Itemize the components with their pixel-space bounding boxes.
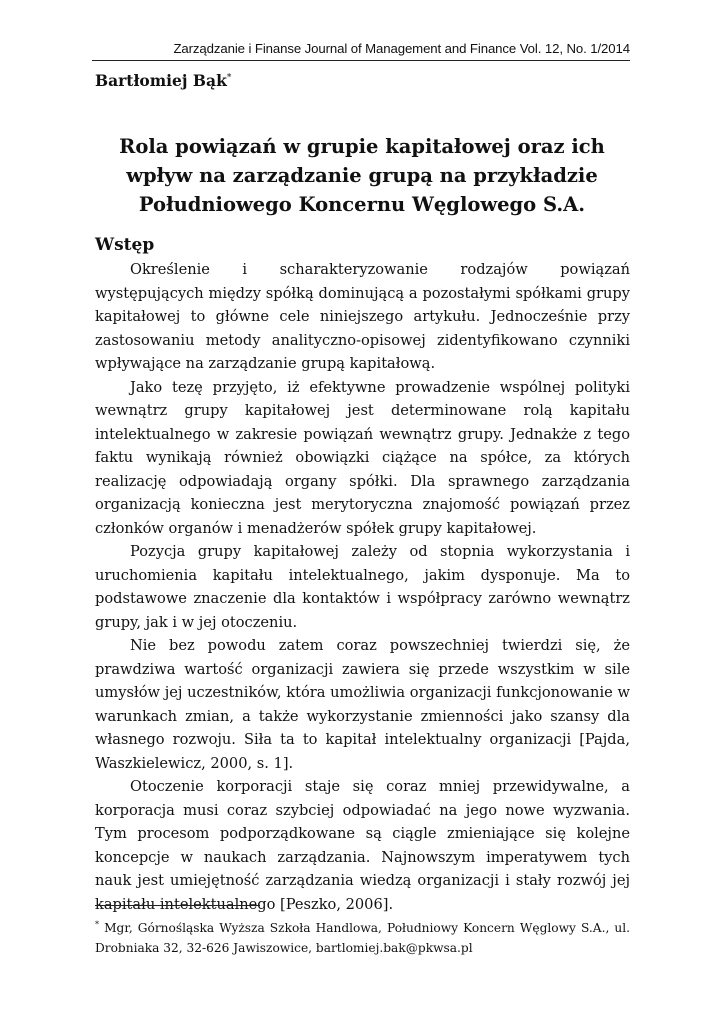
author-name-text: Bartłomiej Bąk <box>95 71 227 90</box>
author-name <box>95 71 231 90</box>
footnote-rule <box>95 905 260 906</box>
section-heading: Wstęp <box>95 235 155 255</box>
footnote <box>95 915 630 958</box>
paragraph-5: Otoczenie korporacji staje się coraz mniej przewidywalne, a korporacja musi coraz szybciej odpowiadać na jego nowe wyzwania. Tym procesom podporządkowane są ciągle zmieniające się kolejne koncepcje w naukach zarządzania. Najnowszym imperatywem tych nauk jest umiejętność zarządzania wiedzą organizacji i stały rozwój jej kapitału intelektualnego [Peszko, 2006]. <box>95 778 630 913</box>
footnote-mark: * <box>95 920 99 929</box>
running-header: Zarządzanie i Finanse Journal of Management and Finance Vol. 12, No. 1/2014 <box>173 41 630 56</box>
paragraph-3: Pozycja grupy kapitałowej zależy od stopnia wykorzystania i uruchomienia kapitału intelektualnego, jakim dysponuje. Ma to podstawowe znaczenie dla kontaktów i współpracy zarówno wewnątrz grupy, jak i w jej otoczeniu. <box>95 543 630 631</box>
paragraph-4: Nie bez powodu zatem coraz powszechniej twierdzi się, że prawdziwa wartość organizacji zawiera się przede wszystkim w sile umysłów jej uczestników, która umożliwia organizacji funkcjonowanie w warunkach zmian, a także wykorzystanie zmienności jako szansy dla własnego rozwoju. Siła ta to kapitał intelektualny organizacji [Pajda, Waszkielewicz, 2000, s. 1]. <box>95 637 630 772</box>
author-footnote-mark: * <box>226 72 232 83</box>
paragraph-2: Jako tezę przyjęto, iż efektywne prowadzenie wspólnej polityki wewnątrz grupy kapitałowej jest determinowane rolą kapitału intelektualnego w zakresie powiązań wewnątrz grupy. Jednakże z tego faktu wynikają również obowiązki ciążące na spółce, za których realizację odpowiadają organy spółki. Dla sprawnego zarządzania organizacją konieczna jest merytoryczna znajomość powiązań przez członków organów i menadżerów spółek grupy kapitałowej. <box>95 378 630 537</box>
article-body <box>95 258 630 916</box>
article-title: Rola powiązań w grupie kapitałowej oraz ich wpływ na zarządzanie grupą na przykładzie Południowego Koncernu Węglowego S.A. <box>119 135 605 216</box>
header-rule <box>92 60 630 61</box>
paragraph-1: Określenie i scharakteryzowanie rodzajów powiązań występujących między spółką dominującą a pozostałymi spółkami grupy kapitałowej to główne cele niniejszego artykułu. Jednocześnie przy zastosowaniu metody analityczno-opisowej zidentyfikowano czynniki wpływające na zarządzanie grupą kapitałową. <box>95 261 630 372</box>
footnote-text: Mgr, Górnośląska Wyższa Szkoła Handlowa, Południowy Koncern Węglowy S.A., ul. Drobniaka 32, 32-626 Jawiszowice, bartlomiej.bak@pkwsa.pl <box>95 921 631 955</box>
